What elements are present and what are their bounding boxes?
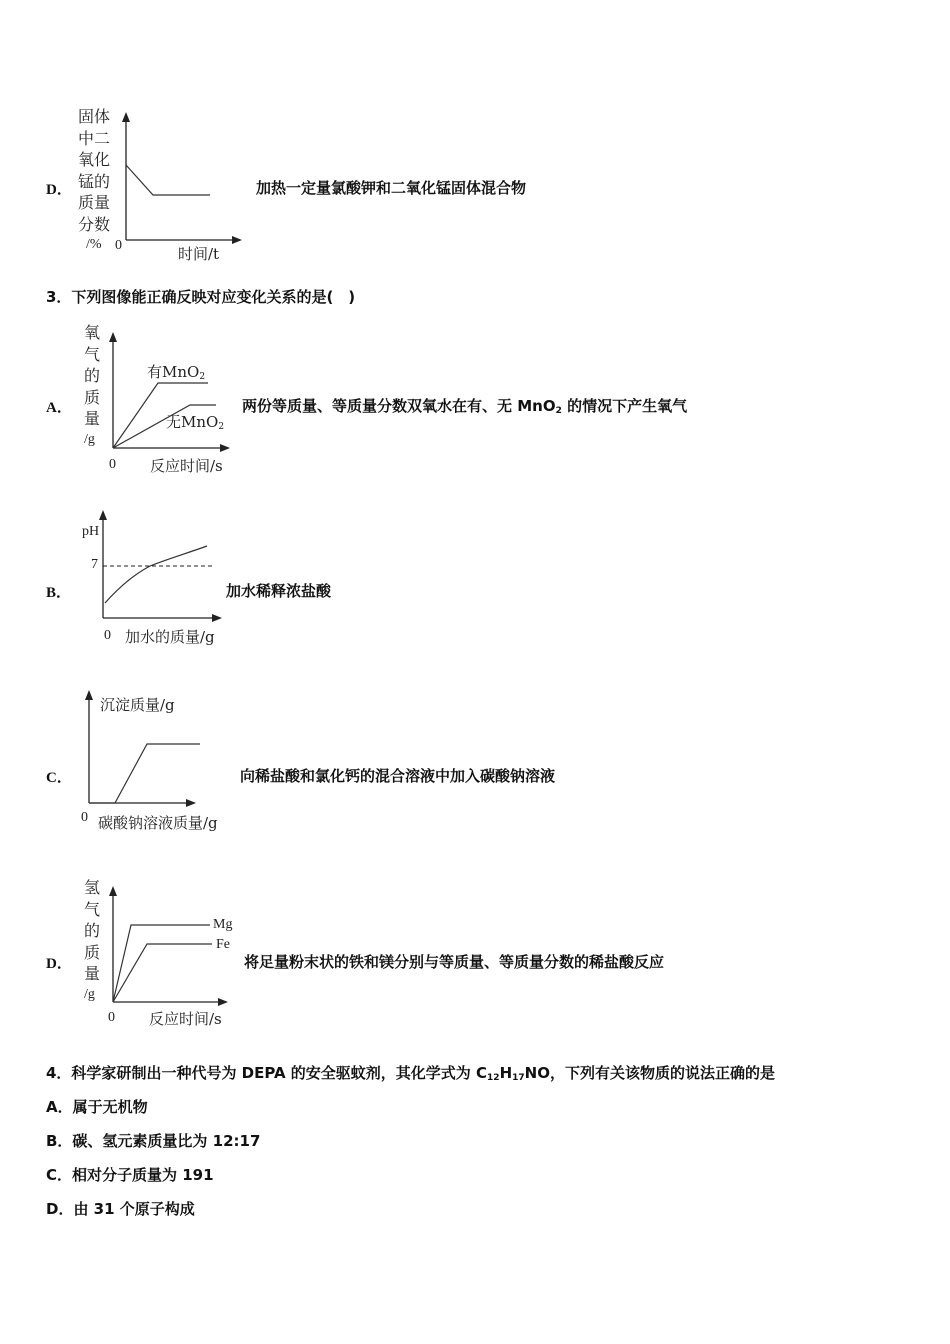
y-axis-arrow — [122, 112, 130, 122]
option-letter: A． — [46, 400, 72, 416]
x-axis-label: 反应时间/s — [150, 457, 223, 475]
ph-curve — [105, 546, 207, 603]
line-label-without-catalyst: 无MnO$_2$ — [166, 413, 225, 432]
option-letter: D． — [46, 956, 72, 972]
y-axis-label: 氢气的质量 — [84, 878, 101, 983]
curve — [126, 165, 210, 195]
option-letter: D． — [46, 182, 72, 198]
curve-with-catalyst — [113, 383, 208, 448]
x-axis-arrow — [220, 444, 230, 452]
graph-q3-d — [108, 884, 238, 1009]
line-label-mg: Mg — [213, 917, 233, 932]
y-axis-unit: /g — [84, 987, 95, 1002]
y-axis-arrow — [99, 510, 107, 520]
x-axis-arrow — [186, 799, 196, 807]
x-axis-label: 反应时间/s — [149, 1010, 222, 1028]
origin-label: 0 — [104, 628, 111, 643]
y-axis-label: 沉淀质量/g — [100, 696, 175, 714]
y-axis-unit: /g — [84, 432, 95, 447]
option-description: 向稀盐酸和氯化钙的混合溶液中加入碳酸钠溶液 — [240, 767, 556, 785]
graph-q2-d — [118, 110, 248, 245]
origin-label: 0 — [115, 238, 122, 253]
y-axis-label: pH — [82, 524, 100, 539]
y-axis-arrow — [109, 332, 117, 342]
curve-mg — [113, 925, 210, 1002]
q4-option-a: A．属于无机物 — [46, 1098, 148, 1116]
x-axis-label: 碳酸钠溶液质量/g — [98, 814, 218, 832]
y-axis-label: 氧气的质量 — [84, 323, 101, 428]
x-axis-label: 加水的质量/g — [125, 628, 215, 646]
option-letter: C． — [46, 770, 72, 786]
line-label-with-catalyst: 有MnO$_2$ — [147, 363, 206, 382]
origin-label: 0 — [108, 1010, 115, 1025]
question-4-stem: 4．科学家研制出一种代号为 DEPA 的安全驱蚊剂，其化学式为 $C_{12}H_{17}NO$，下列有关该物质的说法正确的是 — [46, 1064, 775, 1083]
precipitate-curve — [89, 744, 200, 803]
reference-value-label: 7 — [91, 557, 98, 572]
x-axis-arrow — [218, 998, 228, 1006]
x-axis-arrow — [232, 236, 242, 244]
origin-label: 0 — [109, 457, 116, 472]
y-axis-arrow — [85, 690, 93, 700]
origin-label: 0 — [81, 810, 88, 825]
y-axis-label: 固体中二 氧化锰的 质量分数 — [78, 107, 111, 234]
curve-fe — [113, 944, 212, 1002]
x-axis-arrow — [212, 614, 222, 622]
q4-option-b: B．碳、氢元素质量比为 12:17 — [46, 1132, 261, 1150]
option-description: 将足量粉末状的铁和镁分别与等质量、等质量分数的稀盐酸反应 — [244, 953, 665, 971]
question-3-stem: 3．下列图像能正确反映对应变化关系的是( ) — [46, 288, 356, 306]
option-letter: B． — [46, 585, 72, 601]
y-axis-unit: /% — [86, 237, 102, 252]
option-description: 两份等质量、等质量分数双氧水在有、无 MnO$_2$ 的情况下产生氧气 — [242, 397, 688, 416]
q4-option-c: C．相对分子质量为 191 — [46, 1166, 214, 1184]
option-description: 加水稀释浓盐酸 — [226, 582, 332, 600]
y-axis-arrow — [109, 886, 117, 896]
graph-q3-b — [100, 508, 230, 623]
graph-q3-c — [84, 688, 214, 813]
x-axis-label: 时间/t — [178, 245, 220, 263]
option-description: 加热一定量氯酸钾和二氧化锰固体混合物 — [256, 179, 527, 197]
q4-option-d: D．由 31 个原子构成 — [46, 1200, 195, 1218]
line-label-fe: Fe — [216, 937, 230, 952]
graph-q3-a — [108, 330, 238, 455]
